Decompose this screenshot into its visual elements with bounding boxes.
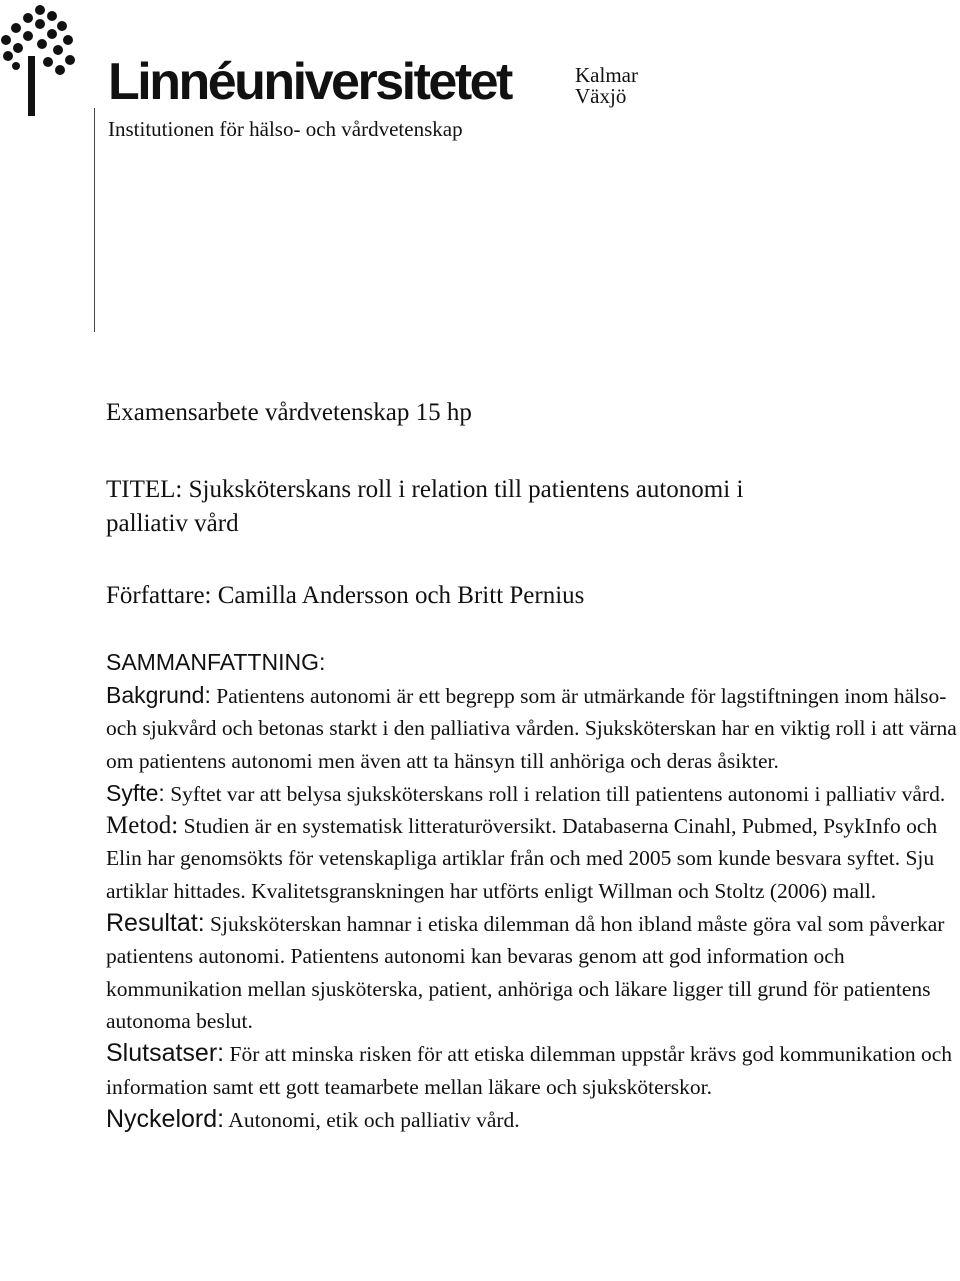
aim-text: Syftet var att belysa sjuksköterskans roll i relation till patientens autonomi i palliativ vård. — [170, 781, 946, 806]
authors: Författare: Camilla Andersson och Britt Pernius — [106, 582, 585, 609]
background-section — [106, 679, 958, 777]
university-wordmark: Linnéuniversitetet — [108, 53, 511, 111]
title-line-2: palliativ vård — [106, 510, 239, 537]
results-text: Sjuksköterskan hamnar i etiska dilemman då hon ibland måste göra val som påverkar patientens autonomi. Patientens autonomi kan bevaras genom att god information och kommunikation mellan sjusköterska, patient, anhöriga och läkare ligger till grund för patientens autonoma beslut. — [106, 912, 945, 1033]
conclusions-text: För att minska risken för att etiska dilemman uppstår krävs god kommunikation och information samt ett gott teamarbete mellan läkare och sjuksköterskor. — [106, 1042, 952, 1099]
method-text: Studien är en systematisk litteraturöversikt. Databaserna Cinahl, Pubmed, PsykInfo och Elin har genomsökts för vetenskapliga artiklar från och med 2005 som kunde besvara syftet. Sju artiklar hittades. Kvalitetsgranskningen har utförts enligt Willman och Stoltz (2006) mall. — [106, 814, 938, 903]
results-label: Resultat: — [106, 909, 205, 938]
campus-vaxjo: Växjö — [575, 84, 627, 108]
keywords-text: Autonomi, etik och palliativ vård. — [228, 1107, 520, 1132]
thesis-title — [106, 473, 958, 541]
campus-names — [575, 65, 638, 107]
keywords-label: Nyckelord: — [106, 1104, 225, 1133]
aim-label: Syfte: — [106, 779, 165, 806]
method-label: Metod: — [106, 812, 179, 840]
exam-line: Examensarbete vårdvetenskap 15 hp — [106, 399, 472, 426]
background-label: Bakgrund: — [106, 682, 211, 708]
background-text: Patientens autonomi är ett begrepp som är utmärkande för lagstiftningen inom hälso- och sjukvård och betonas starkt i den palliativa vården. Sjuksköterskan har en viktig roll i att värna om patientens autonomi men även att ta hänsyn till anhöriga och deras åsikter. — [106, 684, 957, 773]
campus-kalmar: Kalmar — [575, 63, 638, 87]
conclusions-label: Slutsatser: — [106, 1039, 225, 1068]
document-body — [106, 396, 958, 1136]
conclusions-section — [106, 1037, 958, 1103]
aim-section — [106, 777, 958, 810]
results-section — [106, 907, 958, 1037]
title-line-1: TITEL: Sjuksköterskans roll i relation till patientens autonomi i — [106, 476, 744, 503]
institution-name: Institutionen för hälso- och vårdvetenskap — [108, 117, 463, 141]
summary-heading: SAMMANFATTNING: — [106, 649, 326, 675]
keywords-section — [106, 1103, 958, 1136]
method-section — [106, 810, 958, 907]
university-logo-tree-icon — [0, 4, 80, 116]
vertical-divider — [94, 108, 95, 332]
